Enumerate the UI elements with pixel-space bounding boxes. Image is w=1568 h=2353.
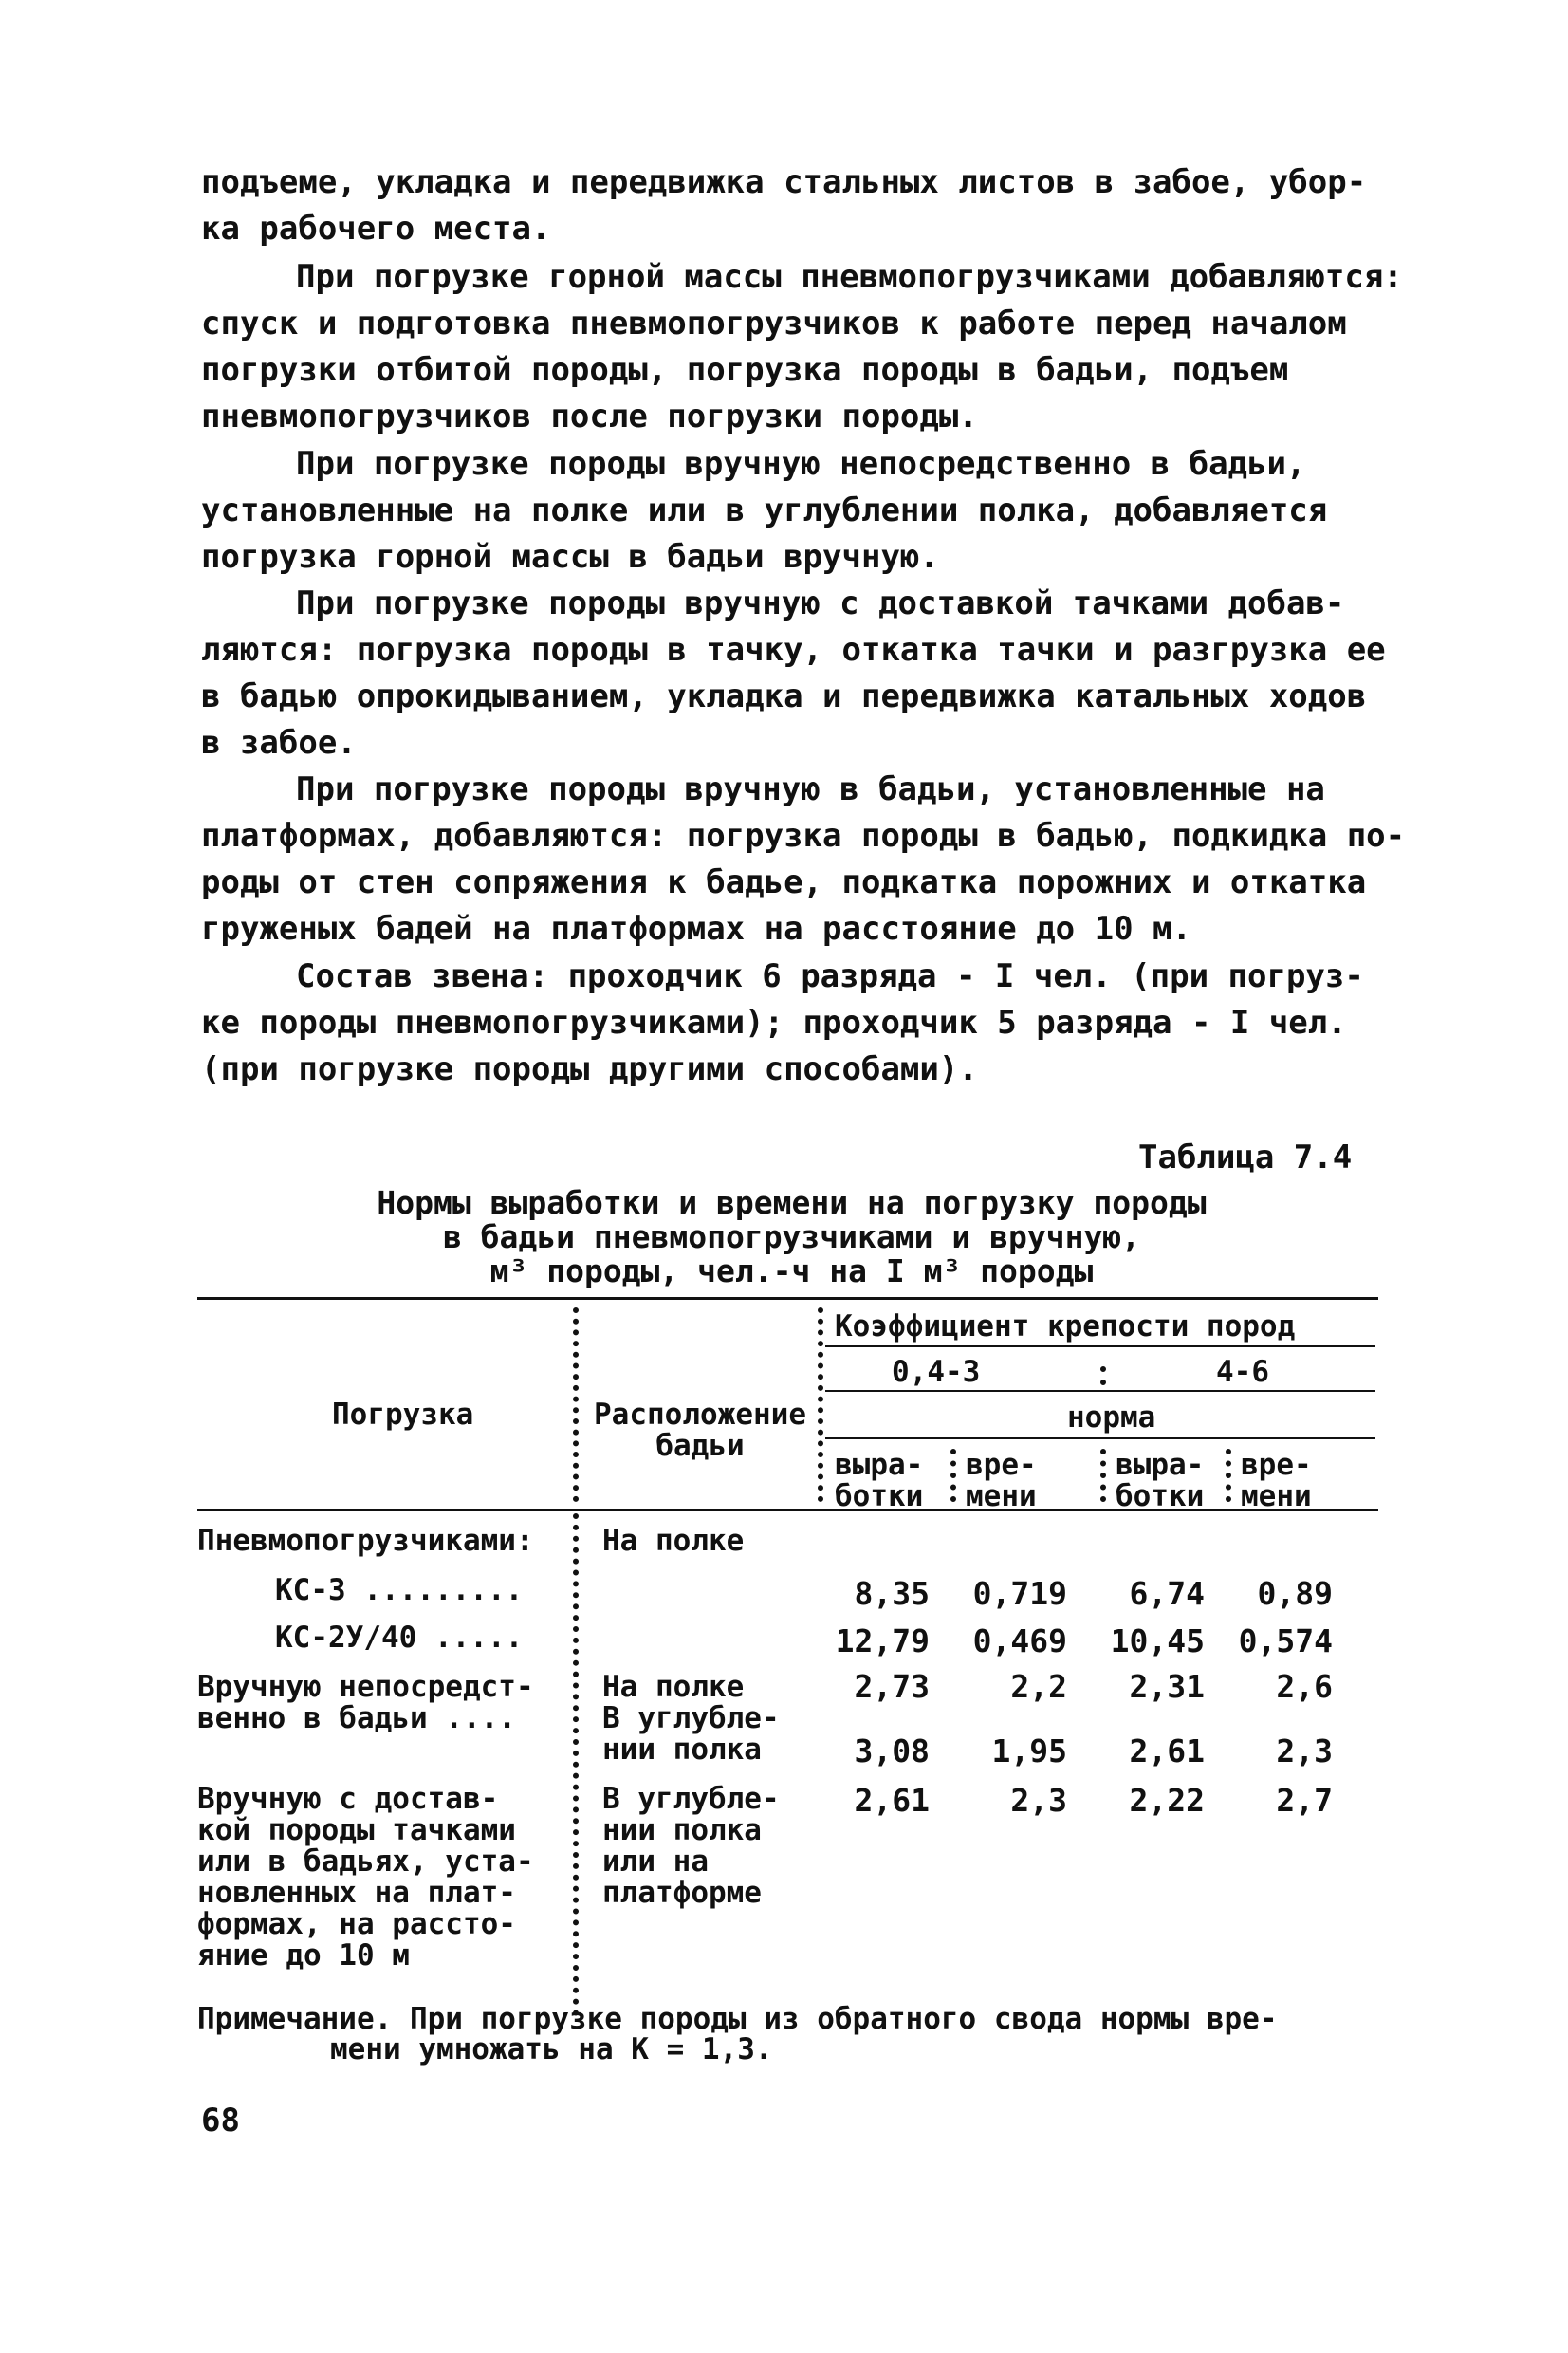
note-line: мени умножать на К = 1,3.	[330, 2032, 773, 2066]
table-top-rule	[197, 1297, 1378, 1300]
header-time-line: вре-	[1241, 1448, 1312, 1482]
value-cell: 10,45	[1110, 1622, 1205, 1659]
header-location-line: бадьи	[655, 1429, 745, 1463]
paragraph	[201, 254, 1403, 440]
text-line: груженых бадей на платформах на расстояние до 10 м.	[201, 910, 1191, 948]
text-line: ка рабочего места.	[201, 210, 551, 248]
text-line: При погрузке породы вручную в бадьи, установленные на	[296, 770, 1325, 808]
row-location-line: нии полка	[602, 1813, 762, 1847]
column-separator	[1100, 1449, 1110, 1502]
header-range-1: 0,4-3	[892, 1355, 981, 1389]
text-line: в бадью опрокидыванием, укладка и передвижка катальных ходов	[201, 677, 1367, 715]
table-note	[197, 2004, 1383, 2065]
header-output-line: ботки	[1116, 1479, 1205, 1513]
value-cell: 2,61	[854, 1782, 930, 1819]
row-name-line: формах, на рассто-	[197, 1907, 516, 1941]
value-cell: 2,2	[1010, 1668, 1067, 1705]
header-location-line: Расположение	[594, 1398, 806, 1432]
row-location: На полке	[602, 1524, 745, 1558]
value-cell: 1,95	[991, 1732, 1067, 1769]
row-location-line: нии полка	[602, 1732, 762, 1767]
paragraph	[201, 441, 1382, 581]
text-line: в забое.	[201, 724, 357, 762]
row-location: На полке	[602, 1670, 745, 1704]
text-line: При погрузке породы вручную непосредственно в бадьи,	[296, 445, 1306, 483]
header-time-line: мени	[966, 1479, 1037, 1513]
value-cell: 0,719	[972, 1575, 1067, 1612]
header-loading: Погрузка	[332, 1398, 474, 1432]
text-line: роды от стен сопряжения к бадье, подкатка порожних и откатка	[201, 863, 1367, 901]
text-line: погрузка горной массы в бадьи вручную.	[201, 538, 939, 576]
row-location	[602, 1784, 780, 1909]
header-norm: норма	[1067, 1400, 1156, 1435]
row-name	[197, 1784, 534, 1972]
paragraph	[201, 581, 1386, 767]
row-name: КС-3 .........	[275, 1573, 524, 1607]
text-line: ляются: погрузка породы в тачку, откатка тачки и разгрузка ее	[201, 631, 1386, 669]
column-separator	[1100, 1366, 1110, 1385]
column-separator	[573, 1307, 582, 1502]
value-cell: 0,89	[1257, 1575, 1333, 1612]
value-cell: 6,74	[1129, 1575, 1205, 1612]
coef-underline	[825, 1345, 1375, 1347]
row-name: КС-2У/40 .....	[275, 1621, 524, 1655]
header-output	[1116, 1450, 1204, 1512]
text-line: При погрузке горной массы пневмопогрузчиками добавляются:	[296, 258, 1403, 296]
text-line: платформах, добавляются: погрузка породы в бадью, подкидка по-	[201, 817, 1406, 855]
row-name-line: венно в бадьи ....	[197, 1701, 516, 1735]
row-location-line: или на	[602, 1844, 709, 1879]
header-location	[586, 1399, 814, 1462]
text-line: установленные на полке или в углублении полка, добавляется	[201, 491, 1328, 529]
row-location-line: платформе	[602, 1876, 762, 1910]
table-title-line: м³ породы, чел.-ч на I м³ породы	[489, 1252, 1094, 1289]
row-name-line: Вручную с достав-	[197, 1782, 499, 1816]
value-cell: 2,6	[1276, 1668, 1333, 1705]
row-name-line: яние до 10 м	[197, 1938, 410, 1973]
header-output-line: выра-	[835, 1448, 924, 1482]
row-location-line: В углубле-	[602, 1782, 780, 1816]
row-name	[197, 1672, 534, 1734]
table-title-line: Нормы выработки и времени на погрузку породы	[377, 1184, 1207, 1221]
text-line: Состав звена: проходчик 6 разряда - I чел. (при погруз-	[296, 957, 1364, 995]
row-name-line: Вручную непосредст-	[197, 1670, 534, 1704]
column-separator	[818, 1307, 827, 1502]
value-cell: 2,61	[1129, 1732, 1205, 1769]
header-time-line: мени	[1241, 1479, 1312, 1513]
norm-underline	[825, 1437, 1375, 1439]
page-number: 68	[201, 2102, 240, 2140]
text-line: погрузки отбитой породы, погрузка породы в бадьи, подъем	[201, 351, 1289, 389]
row-location-line: В углубле-	[602, 1701, 780, 1735]
table-title	[201, 1186, 1382, 1288]
text-line: спуск и подготовка пневмопогрузчиков к работе перед началом	[201, 305, 1347, 343]
row-name-line: или в бадьях, уста-	[197, 1844, 534, 1879]
column-separator	[1226, 1449, 1235, 1502]
value-cell: 12,79	[835, 1622, 930, 1659]
column-separator	[573, 1513, 582, 2016]
text-line: (при погрузке породы другими способами).	[201, 1050, 978, 1088]
row-name-line: кой породы тачками	[197, 1813, 516, 1847]
header-output-line: ботки	[835, 1479, 924, 1513]
note-line: Примечание. При погрузке породы из обратного свода нормы вре-	[197, 2002, 1278, 2036]
value-cell: 2,3	[1276, 1732, 1333, 1769]
value-cell: 0,574	[1238, 1622, 1333, 1659]
value-cell: 2,31	[1129, 1668, 1205, 1705]
value-cell: 2,7	[1276, 1782, 1333, 1819]
value-cell: 0,469	[972, 1622, 1067, 1659]
paragraph	[201, 954, 1382, 1093]
paragraph	[201, 767, 1406, 953]
value-cell: 8,35	[854, 1575, 930, 1612]
value-cell: 2,22	[1129, 1782, 1205, 1819]
header-range-2: 4-6	[1216, 1355, 1269, 1389]
column-separator	[950, 1449, 960, 1502]
row-name: Пневмопогрузчиками:	[197, 1524, 534, 1558]
header-coef: Коэффициент крепости пород	[835, 1309, 1296, 1343]
table-title-line: в бадьи пневмопогрузчиками и вручную,	[442, 1218, 1141, 1255]
header-output	[835, 1450, 923, 1512]
header-time-line: вре-	[966, 1448, 1037, 1482]
range-underline	[825, 1390, 1375, 1392]
header-output-line: выра-	[1116, 1448, 1205, 1482]
row-name-line: новленных на плат-	[197, 1876, 516, 1910]
value-cell: 3,08	[854, 1732, 930, 1769]
text-line: подъеме, укладка и передвижка стальных листов в забое, убор-	[201, 163, 1367, 201]
value-cell: 2,73	[854, 1668, 930, 1705]
header-time	[1241, 1450, 1312, 1512]
header-time	[966, 1450, 1037, 1512]
text-line: ке породы пневмопогрузчиками); проходчик 5 разряда - I чел.	[201, 1004, 1347, 1042]
text-line: пневмопогрузчиков после погрузки породы.	[201, 398, 978, 435]
text-line: При погрузке породы вручную с доставкой тачками добав-	[296, 584, 1345, 622]
table-number: Таблица 7.4	[1138, 1139, 1353, 1176]
value-cell: 2,3	[1010, 1782, 1067, 1819]
paragraph	[201, 159, 1382, 252]
row-location	[602, 1703, 780, 1766]
